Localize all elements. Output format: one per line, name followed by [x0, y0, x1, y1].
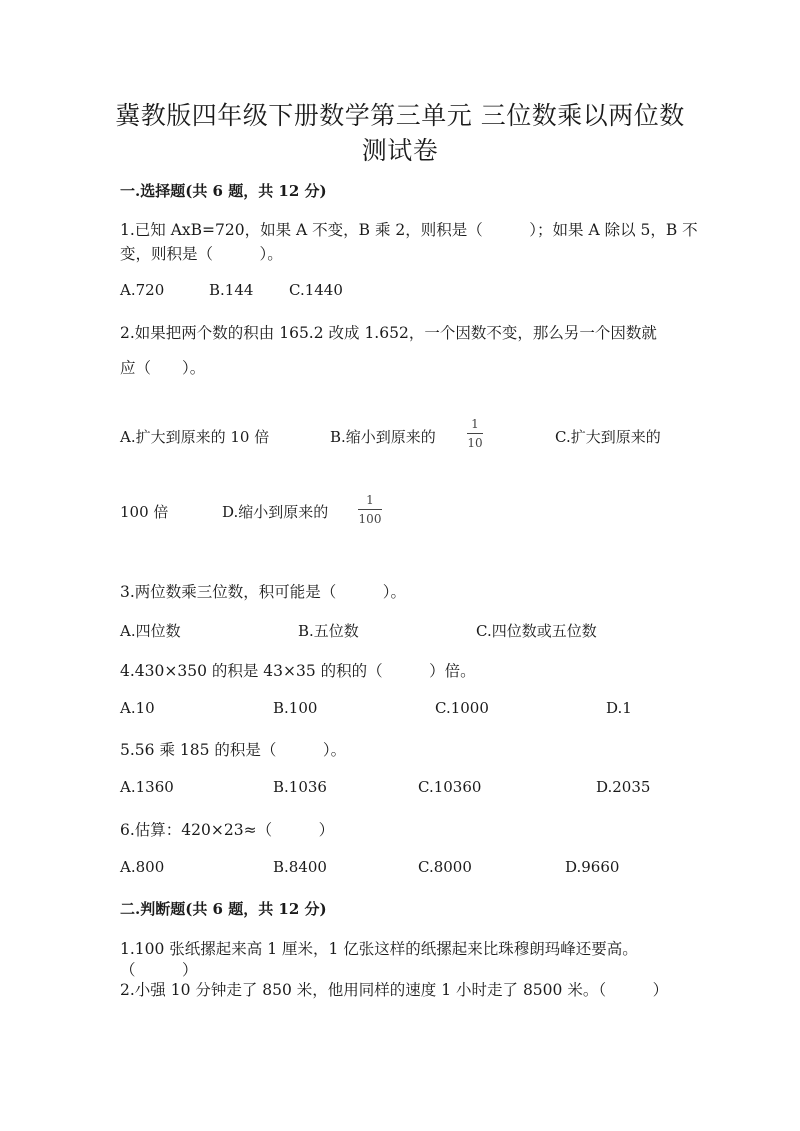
question-4-option-a[interactable]: A.10 [120, 699, 155, 717]
question-5-option-b[interactable]: B.1036 [273, 778, 327, 796]
fraction-bar [358, 509, 382, 510]
question-2-text-line-1: 2.如果把两个数的积由 165.2 改成 1.652，一个因数不变，那么另一个因数就 [120, 324, 657, 342]
question-2-option-a[interactable]: A.扩大到原来的 10 倍 [120, 428, 270, 446]
question-5-option-a[interactable]: A.1360 [120, 778, 174, 796]
fraction-one-tenth [467, 417, 483, 450]
question-2-option-b[interactable]: B.缩小到原来的 [330, 428, 436, 446]
fraction-numerator: 1 [471, 417, 479, 431]
question-2-text-line-2: 应（ ）。 [120, 359, 206, 377]
fraction-numerator: 1 [366, 493, 374, 507]
fraction-denominator: 100 [358, 512, 382, 526]
question-3-option-c[interactable]: C.四位数或五位数 [476, 622, 597, 640]
section-heading-true-false: 二.判断题(共 6 题，共 12 分) [120, 900, 327, 918]
fraction-one-hundredth [358, 493, 382, 526]
question-1-option-a[interactable]: A.720 [120, 281, 165, 299]
question-1-option-c[interactable]: C.1440 [289, 281, 343, 299]
question-6-text: 6.估算：420×23≈（ ） [120, 821, 335, 839]
question-4-option-b[interactable]: B.100 [273, 699, 318, 717]
question-2-option-c-continued: 100 倍 [120, 503, 169, 521]
question-6-option-b[interactable]: B.8400 [273, 858, 327, 876]
question-5-option-d[interactable]: D.2035 [596, 778, 651, 796]
question-5-text: 5.56 乘 185 的积是（ ）。 [120, 741, 347, 759]
question-6-option-d[interactable]: D.9660 [565, 858, 620, 876]
question-3-text: 3.两位数乘三位数，积可能是（ ）。 [120, 583, 407, 601]
question-1-option-b[interactable]: B.144 [209, 281, 254, 299]
section-heading-choice: 一.选择题(共 6 题，共 12 分) [120, 182, 327, 200]
question-4-option-c[interactable]: C.1000 [435, 699, 489, 717]
fraction-denominator: 10 [467, 436, 483, 450]
question-6-option-c[interactable]: C.8000 [418, 858, 472, 876]
question-3-option-a[interactable]: A.四位数 [120, 622, 181, 640]
question-5-option-c[interactable]: C.10360 [418, 778, 482, 796]
fraction-bar [467, 433, 483, 434]
judgement-1-text-line-1: 1.100 张纸摞起来高 1 厘米，1 亿张这样的纸摞起来比珠穆朗玛峰还要高。 [120, 940, 638, 958]
question-1-text-line-2: 变，则积是（ ）。 [120, 245, 283, 263]
page-title-line-1: 冀教版四年级下册数学第三单元 三位数乘以两位数 [115, 101, 685, 130]
question-1-text-line-1: 1.已知 AxB=720，如果 A 不变，B 乘 2，则积是（ ）；如果 A 除以 5，B 不 [120, 221, 698, 239]
judgement-1-answer-blank[interactable]: （ ） [120, 961, 198, 979]
question-2-option-c[interactable]: C.扩大到原来的 [555, 428, 661, 446]
question-4-option-d[interactable]: D.1 [606, 699, 632, 717]
question-6-option-a[interactable]: A.800 [120, 858, 165, 876]
page-title-line-2: 测试卷 [361, 136, 439, 165]
question-3-option-b[interactable]: B.五位数 [298, 622, 359, 640]
judgement-2-text: 2.小强 10 分钟走了 850 米，他用同样的速度 1 小时走了 8500 米。（ ） [120, 981, 669, 999]
question-2-option-d[interactable]: D.缩小到原来的 [222, 503, 329, 521]
question-4-text: 4.430×350 的积是 43×35 的积的（ ）倍。 [120, 662, 476, 680]
